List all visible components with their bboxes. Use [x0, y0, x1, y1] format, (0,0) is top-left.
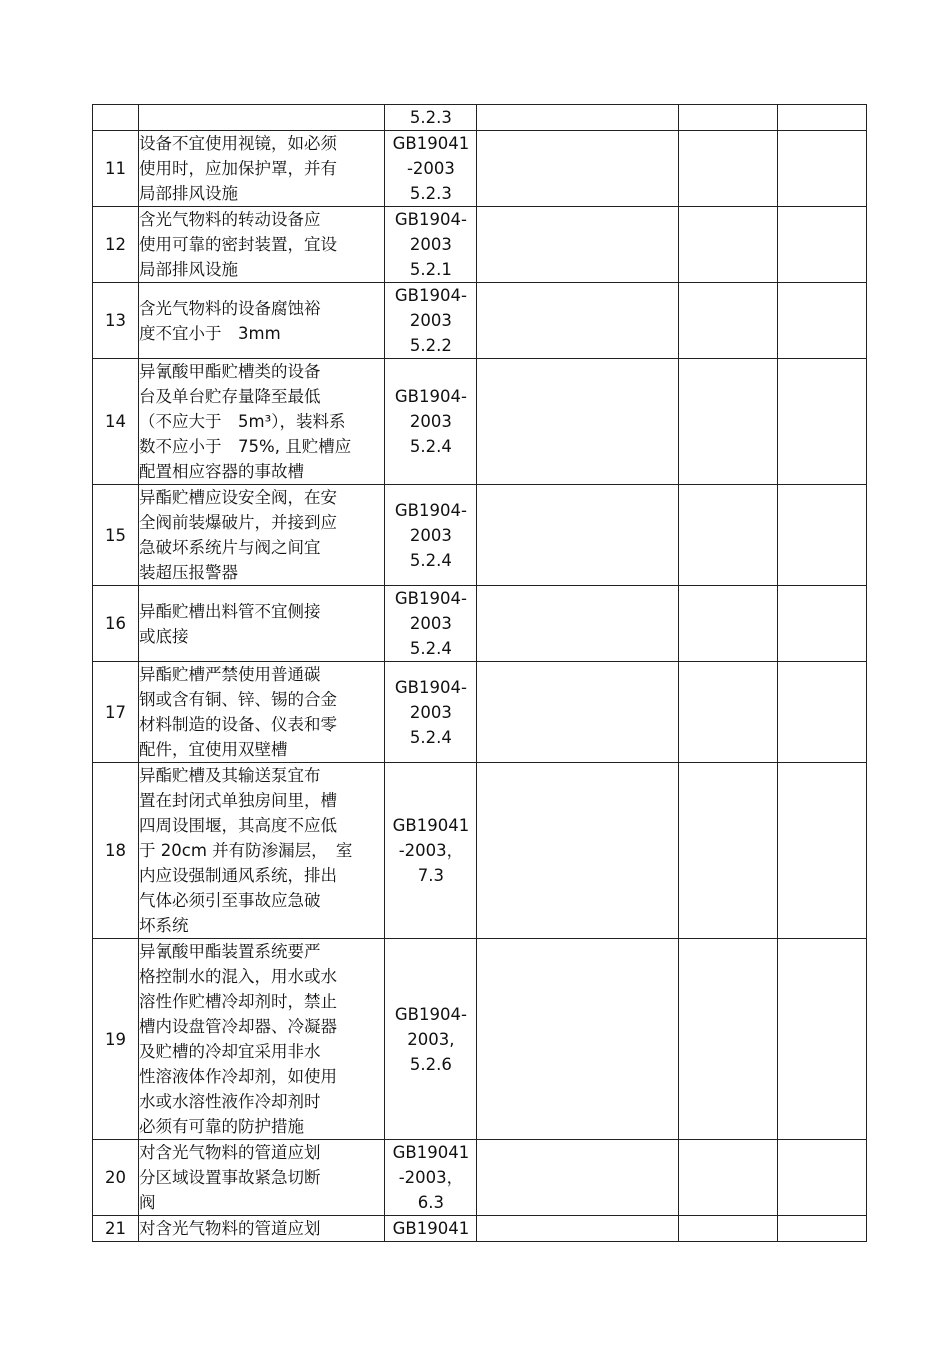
requirement-cell [139, 207, 385, 283]
check-result-cell [477, 131, 678, 207]
requirement-line: 及贮槽的冷却宜采用非水 [139, 1042, 321, 1061]
remarks-cell [678, 131, 777, 207]
table-row [93, 763, 867, 939]
check-result-cell [477, 485, 678, 586]
signature-cell [777, 662, 866, 763]
item-number-cell [93, 105, 139, 131]
remarks-cell [678, 586, 777, 662]
reference-line: GB1904- [394, 286, 467, 305]
item-number-cell: 14 [93, 359, 139, 485]
requirement-line: 阀 [139, 1193, 156, 1212]
requirement-cell [139, 586, 385, 662]
requirement-line: 设备不宜使用视镜，如必须 [139, 134, 338, 153]
item-number-cell: 15 [93, 485, 139, 586]
item-number-cell: 17 [93, 662, 139, 763]
requirement-line: 坏系统 [139, 916, 189, 935]
remarks-cell [678, 283, 777, 359]
requirement-line: 异酯贮槽应设安全阀，在安 [139, 488, 338, 507]
requirement-line: 急破坏系统片与阀之间宜 [139, 538, 321, 557]
requirement-line: 性溶液体作冷却剂，如使用 [139, 1067, 338, 1086]
requirement-line: 使用时，应加保护罩，并有 [139, 159, 338, 178]
remarks-cell [678, 359, 777, 485]
reference-line: 5.2.3 [409, 108, 452, 127]
standard-reference-cell [385, 485, 477, 586]
signature-cell [777, 1140, 866, 1216]
reference-line: 5.2.2 [409, 336, 452, 355]
signature-cell [777, 105, 866, 131]
requirement-line: 必须有可靠的防护措施 [139, 1117, 305, 1136]
item-number-cell: 11 [93, 131, 139, 207]
table-row [93, 485, 867, 586]
reference-line: 2003 [409, 614, 452, 633]
remarks-cell [678, 485, 777, 586]
standard-reference-cell [385, 283, 477, 359]
reference-line: 5.2.4 [409, 639, 452, 658]
remarks-cell [678, 763, 777, 939]
requirement-line: 局部排风设施 [139, 260, 239, 279]
reference-line: GB1904- [394, 500, 467, 520]
reference-line: GB19041 [392, 134, 470, 153]
table-row [93, 207, 867, 283]
requirement-cell [139, 939, 385, 1140]
remarks-cell [678, 1140, 777, 1216]
check-result-cell [477, 939, 678, 1140]
requirement-line: 溶性作贮槽冷却剂时，禁止 [139, 992, 338, 1011]
reference-line: GB1904- [394, 387, 467, 406]
standard-reference-cell [385, 586, 477, 662]
requirement-line: 配置相应容器的事故槽 [139, 462, 305, 481]
requirement-line: 分区域设置事故紧急切断 [139, 1168, 321, 1187]
reference-line: 5.2.3 [409, 184, 452, 203]
requirement-line: 数不应小于 75%, 且贮槽应 [139, 437, 352, 456]
check-result-cell [477, 359, 678, 485]
check-result-cell [477, 662, 678, 763]
signature-cell [777, 359, 866, 485]
standard-reference-cell [385, 763, 477, 939]
requirement-line: 异酯贮槽出料管不宜侧接 [139, 601, 321, 621]
check-result-cell [477, 283, 678, 359]
requirement-line: 气体必须引至事故应急破 [139, 891, 321, 910]
reference-line: 5.2.6 [409, 1054, 452, 1074]
reference-line: 2003 [409, 412, 452, 431]
requirement-line: 异氰酸甲酯贮槽类的设备 [139, 362, 321, 381]
standard-reference-cell [385, 662, 477, 763]
check-result-cell [477, 586, 678, 662]
remarks-cell [678, 939, 777, 1140]
remarks-cell [678, 1216, 777, 1242]
requirement-cell [139, 485, 385, 586]
requirement-line: 对含光气物料的管道应划 [139, 1143, 321, 1162]
requirement-line: 异酯贮槽及其输送泵宜布 [139, 766, 321, 785]
reference-line: GB1904- [394, 1004, 467, 1024]
requirement-line: 含光气物料的设备腐蚀裕 [139, 298, 321, 318]
requirement-line: 装超压报警器 [139, 563, 239, 582]
check-result-cell [477, 1216, 678, 1242]
remarks-cell [678, 662, 777, 763]
requirement-line: 配件，宜使用双壁槽 [139, 740, 288, 759]
requirement-cell [139, 1140, 385, 1216]
table-row [93, 283, 867, 359]
requirement-line: 台及单台贮存量降至最低 [139, 387, 321, 406]
reference-line: GB1904- [394, 677, 467, 697]
reference-line: -2003， [398, 1168, 464, 1187]
check-result-cell [477, 1140, 678, 1216]
requirement-line: 水或水溶性液作冷却剂时 [139, 1092, 321, 1111]
table-row [93, 131, 867, 207]
reference-line: -2003 [406, 159, 455, 178]
reference-line: 2003 [409, 235, 452, 254]
reference-line: GB1904- [394, 589, 467, 608]
signature-cell [777, 207, 866, 283]
table-row [93, 1140, 867, 1216]
requirement-line: 置在封闭式单独房间里，槽 [139, 791, 338, 810]
requirement-line: 度不宜小于 3mm [139, 323, 281, 343]
remarks-cell [678, 207, 777, 283]
requirement-line: 钢或含有铜、锌、锡的合金 [139, 690, 338, 709]
reference-line: 6.3 [417, 1193, 445, 1212]
check-result-cell [477, 763, 678, 939]
reference-line: GB19041 [392, 1143, 470, 1162]
table-row [93, 662, 867, 763]
reference-line: 2003 [409, 311, 452, 330]
signature-cell [777, 1216, 866, 1242]
requirement-line: 槽内设盘管冷却器、冷凝器 [139, 1017, 338, 1036]
item-number-cell: 18 [93, 763, 139, 939]
reference-line: GB19041 [392, 1219, 470, 1238]
signature-cell [777, 939, 866, 1140]
requirement-cell [139, 131, 385, 207]
requirement-line: 异氰酸甲酯装置系统要严 [139, 942, 321, 961]
requirement-line: 材料制造的设备、仪表和零 [139, 715, 338, 734]
signature-cell [777, 763, 866, 939]
item-number-cell: 12 [93, 207, 139, 283]
item-number-cell: 21 [93, 1216, 139, 1242]
reference-line: 2003 [409, 525, 452, 545]
signature-cell [777, 586, 866, 662]
reference-line: 5.2.4 [409, 550, 452, 570]
standard-reference-cell [385, 131, 477, 207]
requirement-cell [139, 662, 385, 763]
check-result-cell [477, 105, 678, 131]
standard-reference-cell [385, 1216, 477, 1242]
reference-line: -2003， [398, 841, 464, 860]
reference-line: GB19041 [392, 816, 470, 835]
reference-line: 5.2.4 [409, 727, 452, 747]
requirement-line: 或底接 [139, 626, 189, 646]
table-row [93, 105, 867, 131]
reference-line: 2003, [407, 1029, 455, 1049]
item-number-cell: 20 [93, 1140, 139, 1216]
reference-line: 5.2.4 [409, 437, 452, 456]
standard-reference-cell [385, 1140, 477, 1216]
requirement-line: 内应设强制通风系统，排出 [139, 866, 338, 885]
check-result-cell [477, 207, 678, 283]
signature-cell [777, 131, 866, 207]
table-row [93, 359, 867, 485]
table-row [93, 1216, 867, 1242]
table-row [93, 939, 867, 1140]
requirement-line: 格控制水的混入，用水或水 [139, 967, 338, 986]
standard-reference-cell [385, 939, 477, 1140]
requirement-line: 于 20cm 并有防渗漏层， 室 [139, 841, 353, 860]
reference-line: GB1904- [394, 210, 467, 229]
table-row [93, 586, 867, 662]
standard-reference-cell [385, 207, 477, 283]
requirement-line: （不应大于 5m³），装料系 [139, 412, 346, 431]
item-number-cell: 16 [93, 586, 139, 662]
requirement-line: 对含光气物料的管道应划 [139, 1219, 321, 1238]
item-number-cell: 19 [93, 939, 139, 1140]
requirement-cell [139, 359, 385, 485]
item-number-cell: 13 [93, 283, 139, 359]
remarks-cell [678, 105, 777, 131]
reference-line: 2003 [409, 702, 452, 722]
requirement-cell [139, 763, 385, 939]
requirement-cell [139, 283, 385, 359]
requirement-line: 全阀前装爆破片，并接到应 [139, 513, 338, 532]
requirement-cell [139, 1216, 385, 1242]
standard-reference-cell [385, 359, 477, 485]
requirement-line: 含光气物料的转动设备应 [139, 210, 321, 229]
requirement-line: 局部排风设施 [139, 184, 239, 203]
signature-cell [777, 283, 866, 359]
reference-line: 5.2.1 [409, 260, 452, 279]
standard-reference-cell [385, 105, 477, 131]
signature-cell [777, 485, 866, 586]
requirement-cell [139, 105, 385, 131]
requirement-line: 四周设围堰，其高度不应低 [139, 816, 338, 835]
requirement-line: 异酯贮槽严禁使用普通碳 [139, 665, 321, 684]
requirement-line: 使用可靠的密封装置，宜设 [139, 235, 338, 254]
inspection-table [92, 104, 867, 1242]
reference-line: 7.3 [417, 866, 445, 885]
